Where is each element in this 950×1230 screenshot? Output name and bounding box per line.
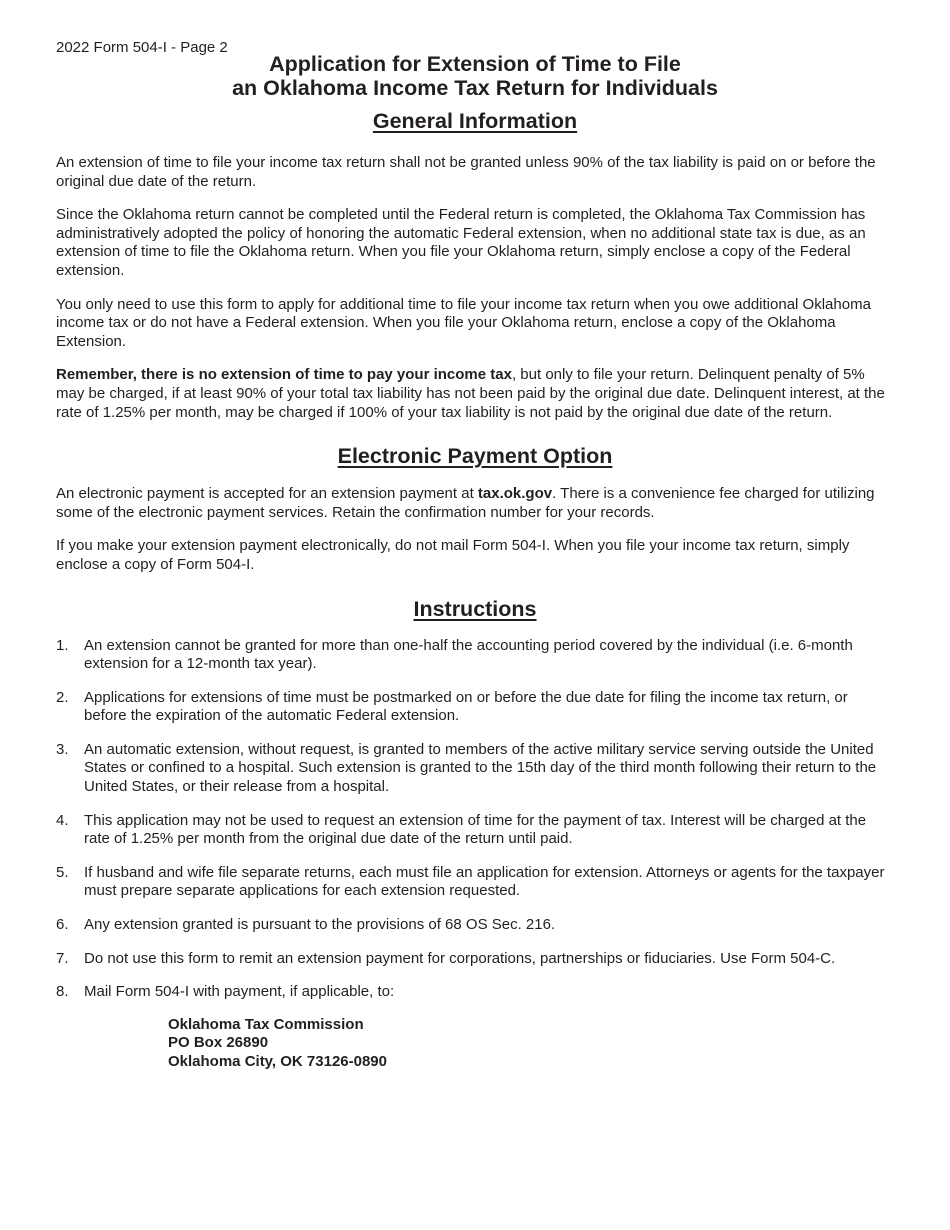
electronic-payment-heading: Electronic Payment Option [337, 444, 613, 469]
instruction-item [56, 950, 894, 969]
page-label: 2022 Form 504-I - Page 2 [56, 39, 228, 56]
instructions-heading: Instructions [413, 596, 537, 621]
instruction-number: 4. [56, 811, 69, 829]
instruction-number: 1. [56, 636, 69, 654]
form-title-line-1: Application for Extension of Time to File [269, 52, 681, 76]
instruction-text: Applications for extensions of time must be postmarked on or before the due date for filing the income tax return, or before the expiration of the automatic Federal extension. [84, 688, 848, 725]
instruction-text: Any extension granted is pursuant to the provisions of 68 OS Sec. 216. [84, 916, 556, 934]
electronic-paragraph-1-start: An electronic payment is accepted for an extension payment at [56, 485, 478, 503]
electronic-paragraph-1 [56, 485, 894, 522]
general-paragraph-1: An extension of time to file your income tax return shall not be granted unless 90% of the tax liability is paid on or before the original due date of the return. [56, 154, 876, 190]
tax-website-link[interactable]: tax.ok.gov [477, 485, 553, 503]
instruction-number: 5. [56, 863, 69, 881]
instruction-item [56, 689, 894, 726]
general-paragraph-4 [56, 366, 894, 422]
instruction-text: An automatic extension, without request, is granted to members of the active military service serving outside the United States or confined to a hospital. Such extension is granted to the 15th day of the third month following their return to the United States, or their release from a hospital. [84, 740, 877, 796]
general-information-heading: General Information [372, 109, 578, 133]
form-title [56, 38, 894, 100]
instruction-number: 3. [56, 740, 69, 758]
general-paragraph-4-rest: , but only to file your return. Delinquent penalty of 5% may be charged, if at least 90% of your total tax liability has not been paid by the original due date. Delinquent interest, at the rate of 1.25% per month, may be charged if 100% of your tax liability is not paid by the original due date of the return. [56, 366, 885, 421]
electronic-paragraph-2: If you make your extension payment electronically, do not mail Form 504-I. When you file your income tax return, simply enclose a copy of Form 504-I. [56, 537, 850, 573]
instruction-item [56, 741, 894, 797]
form-page [56, 38, 894, 1072]
mailing-address [168, 1016, 894, 1072]
general-paragraph-3: You only need to use this form to apply for additional time to file your income tax return when you owe additional Oklahoma income tax or do not have a Federal extension. When you file your Oklahoma return, enclose a copy of the Oklahoma Extension. [56, 295, 871, 350]
instruction-number: 7. [56, 949, 69, 967]
address-line-name: Oklahoma Tax Commission [168, 1015, 364, 1033]
address-line-po-box: PO Box 26890 [168, 1034, 269, 1052]
instruction-text: This application may not be used to request an extension of time for the payment of tax. Interest will be charged at the rate of 1.25% per month from the original due date of the return until paid. [84, 811, 867, 848]
instruction-item [56, 812, 894, 849]
no-extension-to-pay-notice: Remember, there is no extension of time to pay your income tax [56, 366, 512, 384]
instruction-item [56, 916, 894, 935]
instruction-text: If husband and wife file separate returns, each must file an application for extension. Attorneys or agents for the taxpayer must prepare separate applications for each extension requested. [84, 863, 885, 900]
instruction-item [56, 637, 894, 674]
instruction-number: 2. [56, 688, 69, 706]
instruction-number: 6. [56, 916, 69, 934]
instruction-text: An extension cannot be granted for more than one-half the accounting period covered by the individual (i.e. 6-month extension for a 12-month tax year). [84, 636, 853, 673]
instruction-text: Mail Form 504-I with payment, if applicable, to: [84, 983, 395, 1001]
general-paragraph-2: Since the Oklahoma return cannot be completed until the Federal return is completed, the Oklahoma Tax Commission has administratively adopted the policy of honoring the automatic Federal extension, when no additional state tax is due, as an extension of time to file the Oklahoma return. When you file your Oklahoma return, simply enclose a copy of the Federal extension. [56, 206, 866, 279]
instruction-item [56, 864, 894, 901]
instructions-list [56, 637, 894, 1002]
address-line-city: Oklahoma City, OK 73126-0890 [168, 1053, 387, 1070]
electronic-paragraph-1-end: . There is a convenience fee charged for utilizing some of the electronic payment services. Retain the confirmation number for your records. [56, 485, 875, 521]
instruction-number: 8. [56, 983, 69, 1001]
form-title-line-2: an Oklahoma Income Tax Return for Individuals [232, 76, 718, 100]
instruction-item [56, 983, 894, 1002]
instruction-text: Do not use this form to remit an extension payment for corporations, partnerships or fiduciaries. Use Form 504-C. [84, 949, 836, 967]
